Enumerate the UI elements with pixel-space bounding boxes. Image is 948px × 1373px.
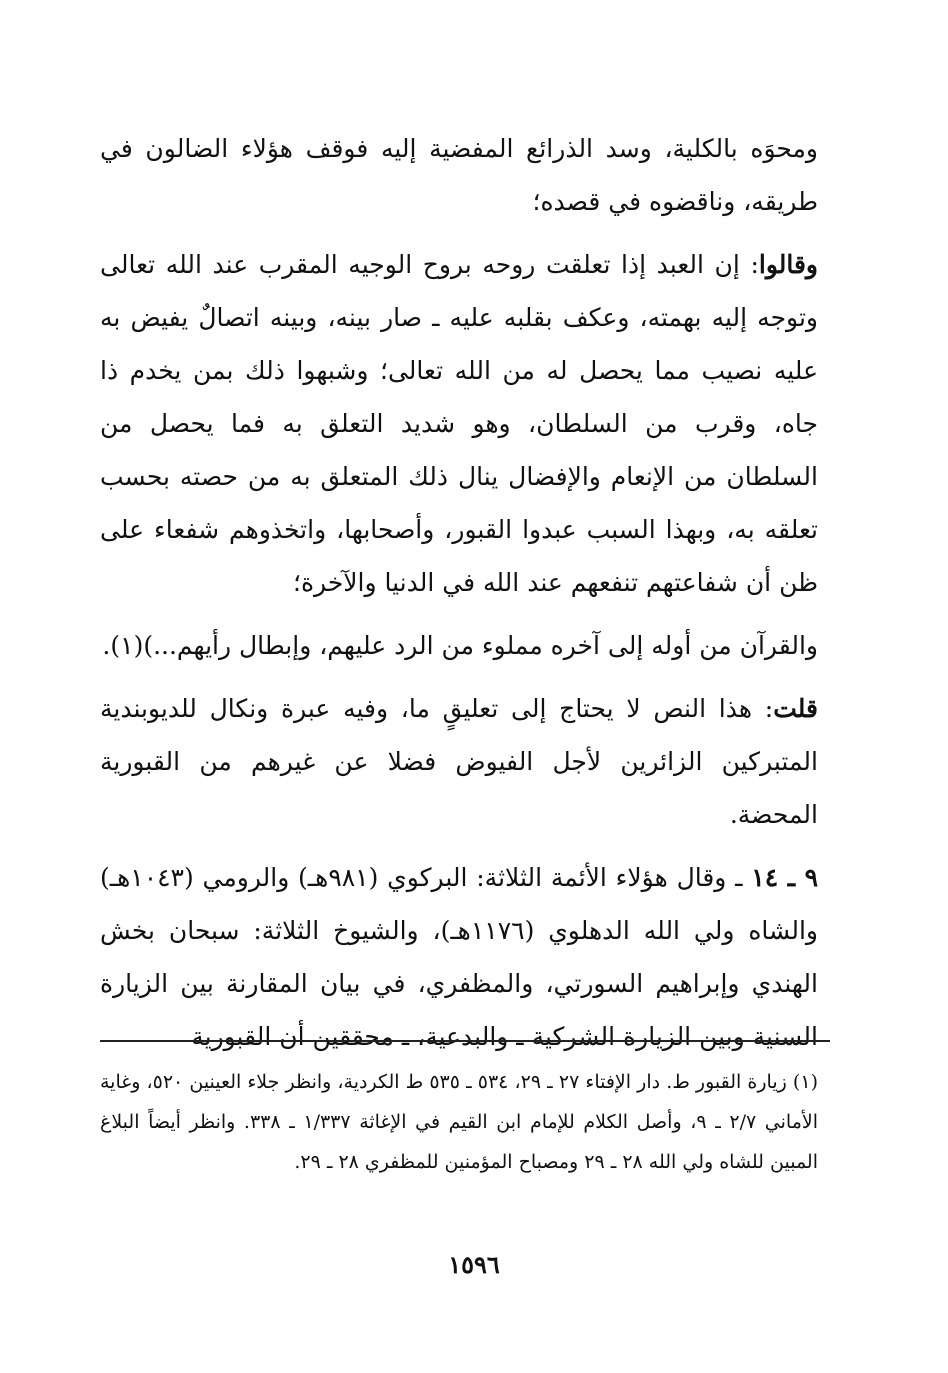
paragraph-2-text: : إن العبد إذا تعلقت روحه بروح الوجيه المقرب عند الله تعالى وتوجه إليه بهمته، وعكف بقلبه عليه ـ صار بينه، وبينه اتصالٌ يفيض به عليه نصيب مما يحصل له من الله تعالى؛ وشبهوا ذلك بمن يخدم ذا جاه، وقرب من السلطان، وهو شديد التعلق به فما يحصل من السلطان من الإنعام والإفضال ينال ذلك المتعلق به من حصته بحسب تعلقه به، وبهذا السبب عبدوا القبور، وأصحابها، واتخذوهم شفعاء على ظن أن شفاعتهم تنفعهم عند الله في الدنيا والآخرة؛ <box>100 250 818 597</box>
paragraph-5 <box>100 851 818 1063</box>
paragraph-4-text: : هذا النص لا يحتاج إلى تعليقٍ ما، وفيه عبرة ونكال للديوبندية المتبركين الزائرين لأجل الفيوض فضلا عن غيرهم من القبورية المحضة. <box>100 694 818 829</box>
footnotes <box>100 1062 818 1182</box>
paragraph-4-lead: قلت <box>773 694 818 723</box>
page-number: ١٥٩٦ <box>448 1250 500 1279</box>
footnote-1: (١) زيارة القبور ط. دار الإفتاء ٢٧ ـ ٢٩، ٥٣٤ ـ ٥٣٥ ط الكردية، وانظر جلاء العينين ٥٢٠، وغاية الأماني ٢/٧ ـ ٩، وأصل الكلام للإمام ابن القيم في الإغاثة ١/٣٣٧ ـ ٣٣٨. وانظر أيضاً البلاغ المبين للشاه ولي الله ٢٨ ـ ٢٩ ومصباح المؤمنين للمظفري ٢٨ ـ ٢٩. <box>100 1071 818 1173</box>
footnote-divider <box>100 1040 830 1042</box>
page-body <box>100 122 818 1063</box>
paragraph-5-lead: ٩ ـ ١٤ <box>751 863 819 892</box>
paragraph-1 <box>100 122 818 228</box>
paragraph-5-text: ـ وقال هؤلاء الأئمة الثلاثة: البركوي (٩٨١هـ) والرومي (١٠٤٣هـ) والشاه ولي الله الدهلوي (١١٧٦هـ)، والشيوخ الثلاثة: سبحان بخش الهندي وإبراهيم السورتي، والمظفري، في بيان المقارنة بين الزيارة السنية وبين الزيارة الشركية ـ والبدعية، ـ محققين أن القبورية <box>100 863 818 1051</box>
paragraph-3 <box>100 619 818 672</box>
paragraph-3-text: والقرآن من أوله إلى آخره مملوء من الرد عليهم، وإبطال رأيهم...)(١). <box>102 631 818 660</box>
paragraph-2-lead: وقالوا <box>758 250 818 279</box>
paragraph-2 <box>100 238 818 609</box>
main-text <box>100 122 818 1063</box>
paragraph-4 <box>100 682 818 841</box>
paragraph-1-text: ومحوَه بالكلية، وسد الذرائع المفضية إليه فوقف هؤلاء الضالون في طريقه، وناقضوه في قصده؛ <box>100 134 818 216</box>
